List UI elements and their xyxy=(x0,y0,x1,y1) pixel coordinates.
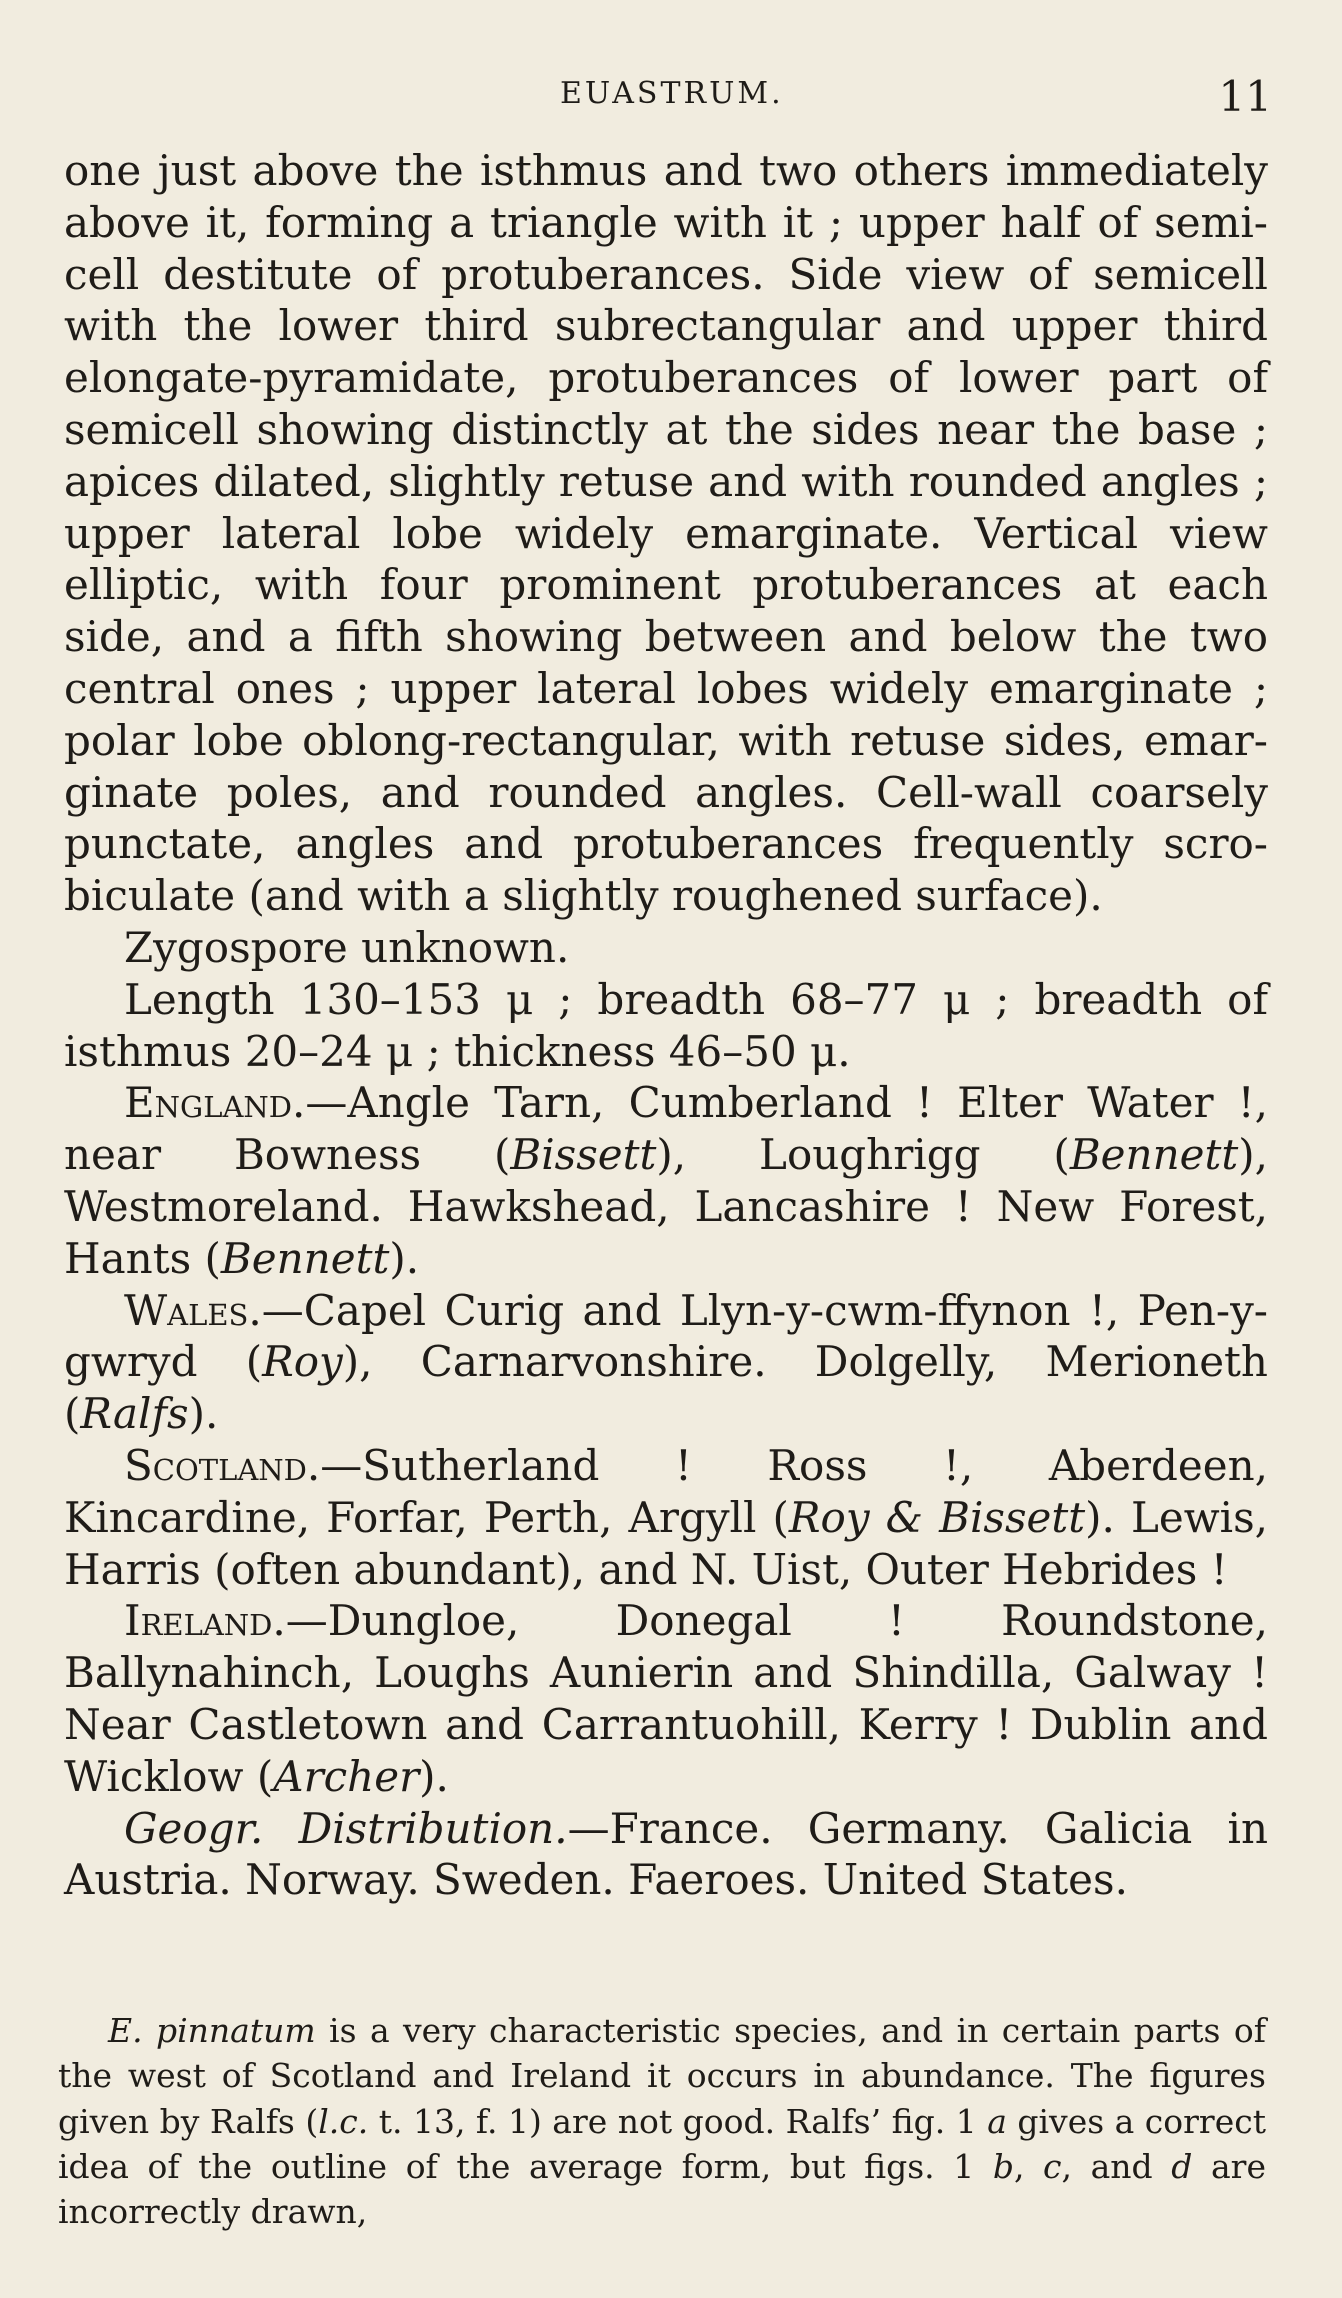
text-segment: ), Loughrigg ( xyxy=(656,1130,1070,1180)
description-line: above it, forming a triangle with it ; upper half of semi- xyxy=(64,197,1268,247)
text-segment: ). xyxy=(419,1751,449,1801)
figure-letter: b xyxy=(992,2146,1014,2186)
text-segment: —Capel Curig and Llyn-y-cwm-ffynon !, Pen-y-gwryd ( xyxy=(64,1285,1268,1387)
description-line: side, and a fifth showing between and below the two xyxy=(64,612,1268,662)
description-paragraph xyxy=(64,145,1268,922)
text-segment: is a very characteristic species, and in certain parts of the west of Scotland and Ireland it occurs in abundance. The figures given by Ralfs ( xyxy=(58,2011,1266,2141)
collector-name: Roy & Bissett xyxy=(788,1492,1086,1542)
england-records xyxy=(64,1077,1268,1284)
region-label-england: England. xyxy=(124,1078,306,1128)
region-label-ireland: Ireland. xyxy=(124,1596,286,1646)
collector-name: Archer xyxy=(273,1751,420,1801)
collector-name: Roy xyxy=(262,1337,343,1387)
text-segment: —France. Germany. Galicia in Austria. Norway. Sweden. Faeroes. United States. xyxy=(64,1803,1268,1905)
main-text xyxy=(64,145,1268,1906)
region-label-scotland: Scotland. xyxy=(124,1440,321,1490)
text-segment: gives a correct idea of the outline of the average form, but figs. 1 xyxy=(58,2101,1266,2186)
description-line: cell destitute of protuberances. Side view of semicell xyxy=(64,249,1268,299)
description-line: upper lateral lobe widely emarginate. Vertical view xyxy=(64,508,1268,558)
text-segment: —Angle Tarn, Cumberland ! Elter Water !, near Bowness ( xyxy=(64,1078,1268,1180)
text-segment: t. 13, f. 1) are not good. Ralfs’ fig. 1 xyxy=(368,2101,988,2141)
figure-letter: a xyxy=(987,2101,1007,2141)
page-number: 11 xyxy=(1218,72,1272,121)
text-segment: ). xyxy=(188,1389,219,1439)
figure-letter: d xyxy=(1171,2146,1193,2186)
ireland-records xyxy=(64,1595,1268,1802)
text-segment: ). Lewis, Harris (often abundant), and N. Uist, Outer Hebrides ! xyxy=(64,1492,1268,1594)
text-segment: —Dungloe, Donegal ! Roundstone, Ballynahinch, Loughs Aunierin and Shindilla, Galway ! Near Castletown and Carrantuohill, Kerry ! Dublin and Wicklow ( xyxy=(64,1596,1268,1801)
description-line: punctate, angles and protuberances frequently scro- xyxy=(64,819,1268,869)
description-line: apices dilated, slightly retuse and with rounded angles ; xyxy=(64,456,1268,506)
species-name: E. pinnatum xyxy=(108,2011,316,2050)
description-line: semicell showing distinctly at the sides near the base ; xyxy=(64,404,1268,454)
text-segment: ), Westmoreland. Hawkshead, Lancashire ! New Forest, Hants ( xyxy=(64,1130,1268,1283)
text-segment: , xyxy=(1013,2146,1044,2186)
region-label-wales: Wales. xyxy=(124,1285,262,1335)
measurements-line-2: isthmus 20–24 μ ; thickness 46–50 μ. xyxy=(64,1026,851,1076)
page-header xyxy=(0,72,1342,128)
description-line: elongate-pyramidate, protuberances of lower part of xyxy=(64,353,1268,403)
description-line: one just above the isthmus and two others immediately xyxy=(64,146,1268,195)
description-line: polar lobe oblong-rectangular, with retuse sides, emar- xyxy=(64,715,1268,765)
text-segment: —Sutherland ! Ross !, Aberdeen, Kincardine, Forfar, Perth, Argyll ( xyxy=(64,1440,1268,1542)
text-segment: , and xyxy=(1061,2146,1172,2186)
distribution-label: Geogr. Distribution. xyxy=(124,1803,568,1853)
collector-name: Bissett xyxy=(510,1130,657,1180)
text-segment: ). xyxy=(389,1233,420,1283)
measurements-paragraph xyxy=(64,974,1268,1078)
scotland-records xyxy=(64,1440,1268,1595)
description-line: elliptic, with four prominent protuberances at each xyxy=(64,560,1268,610)
species-note xyxy=(58,2008,1266,2234)
text-segment: are incorrectly drawn, xyxy=(58,2146,1266,2232)
description-line: ginate poles, and rounded angles. Cell-wall coarsely xyxy=(64,767,1268,817)
measurements-line-1: Length 130–153 μ ; breadth 68–77 μ ; breadth of xyxy=(124,974,1268,1024)
collector-name: Bennett xyxy=(220,1233,390,1283)
running-title: EUASTRUM. xyxy=(560,76,784,111)
collector-name: Bennett xyxy=(1069,1130,1239,1180)
figure-letter: c xyxy=(1043,2146,1062,2186)
wales-records xyxy=(64,1285,1268,1440)
geographic-distribution xyxy=(64,1803,1268,1907)
text-segment: ), Carnarvonshire. Dolgelly, Merioneth ( xyxy=(64,1337,1268,1439)
description-line: central ones ; upper lateral lobes widely emarginate ; xyxy=(64,663,1268,713)
reference-abbrev: l.c. xyxy=(318,2101,369,2141)
description-line: with the lower third subrectangular and upper third xyxy=(64,301,1268,351)
zygospore-paragraph: Zygospore unknown. xyxy=(124,922,570,972)
description-line: biculate (and with a slightly roughened surface). xyxy=(64,871,1103,921)
collector-name: Ralfs xyxy=(80,1389,189,1439)
